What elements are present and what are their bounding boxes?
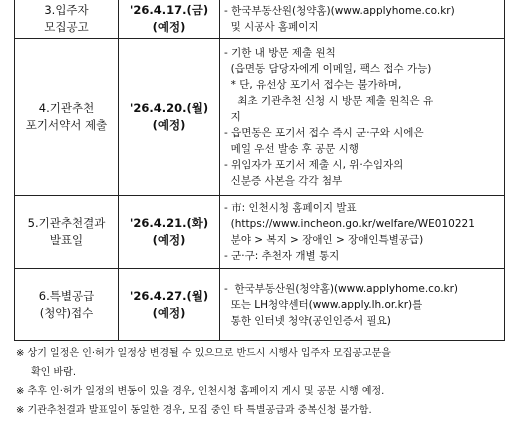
date-line: '26.4.21.(화) [129,216,209,230]
date-line: (예정) [152,305,186,320]
date-cell [119,196,220,269]
note-line: 확인 바람. [31,367,76,378]
step-line: 5.기관추천결과 [27,216,106,230]
description-line: - 위임자가 포기서 제출 시, 위·수임자의 [224,159,404,171]
schedule-table [14,0,505,341]
date-line: (예정) [152,233,186,247]
notes-section [16,344,504,420]
table-row [15,269,505,341]
description-cell [220,39,505,196]
description-line: 지 [224,111,241,123]
description-cell [220,269,505,341]
description-line: 통한 인터넷 청약(공인인증서 필요) [224,314,391,327]
step-cell [15,0,119,39]
step-line: 발표일 [49,233,84,247]
table-row [15,0,505,39]
description-cell [220,196,505,269]
date-cell [119,269,220,341]
step-cell [15,269,119,341]
step-line: 포기서약서 제출 [25,118,108,132]
step-cell [15,196,119,269]
step-line: (청약)접수 [39,305,94,320]
description-line: 메일 우선 발송 후 공문 시행 [224,143,359,155]
description-line: 또는 LH청약센터(www.apply.lh.or.kr)를 [224,298,423,311]
step-line: 6.특별공급 [38,288,95,303]
description-line: 신분증 사본을 각각 첨부 [224,175,343,187]
date-line: (예정) [152,118,186,132]
description-line: - 기한 내 방문 제출 원칙 [224,47,336,59]
step-line: 3.입주자 [44,2,89,17]
description-line: 및 시공사 홈페이지 [224,20,319,33]
date-line: '26.4.17.(금) [129,2,209,17]
date-line: '26.4.20.(월) [129,101,209,115]
step-line: 4.기관추천 [38,101,95,115]
table-row [15,196,505,269]
description-line: - 군·구: 추천자 개별 통지 [224,250,340,262]
step-line: 모집공고 [44,19,89,34]
description-line: * 단, 유선상 포기서 접수는 불가하며, [224,79,402,91]
description-line: - 한국부동산원(청약홈)(www.applyhome.co.kr) [224,4,455,17]
note-line: ※ 추후 인·허가 일정의 변동이 있을 경우, 인천시청 홈페이지 게시 및 공문 시행 예정. [16,386,385,397]
description-line: - 市: 인천시청 홈페이지 발표 [224,202,357,214]
description-line: (읍면동 담당자에게 이메일, 팩스 접수 가능) [224,63,432,75]
description-cell [220,0,505,39]
description-line: 최초 기관추천 신청 시 방문 제출 원칙은 유 [224,95,434,107]
date-cell [119,0,220,39]
date-cell [119,39,220,196]
date-line: '26.4.27.(월) [129,288,209,303]
description-line: (https://www.incheon.go.kr/welfare/WE010221 [224,218,475,230]
description-line: - 읍면동은 포기서 접수 즉시 군·구와 시에은 [224,127,424,139]
note-line: ※ 기관추천결과 발표일이 동일한 경우, 모집 중인 타 특별공급과 중복신청 불가함. [16,405,372,416]
table-row [15,39,505,196]
description-line: 분야 > 복지 > 장애인 > 장애인특별공급) [224,234,424,246]
description-line: - 한국부동산원(청약홈)(www.applyhome.co.kr) [224,282,459,295]
step-cell [15,39,119,196]
note-line: ※ 상기 일정은 인·허가 일정상 변경될 수 있으므로 반드시 시행사 입주자 모집공고문을 [16,348,391,359]
date-line: (예정) [152,19,186,34]
